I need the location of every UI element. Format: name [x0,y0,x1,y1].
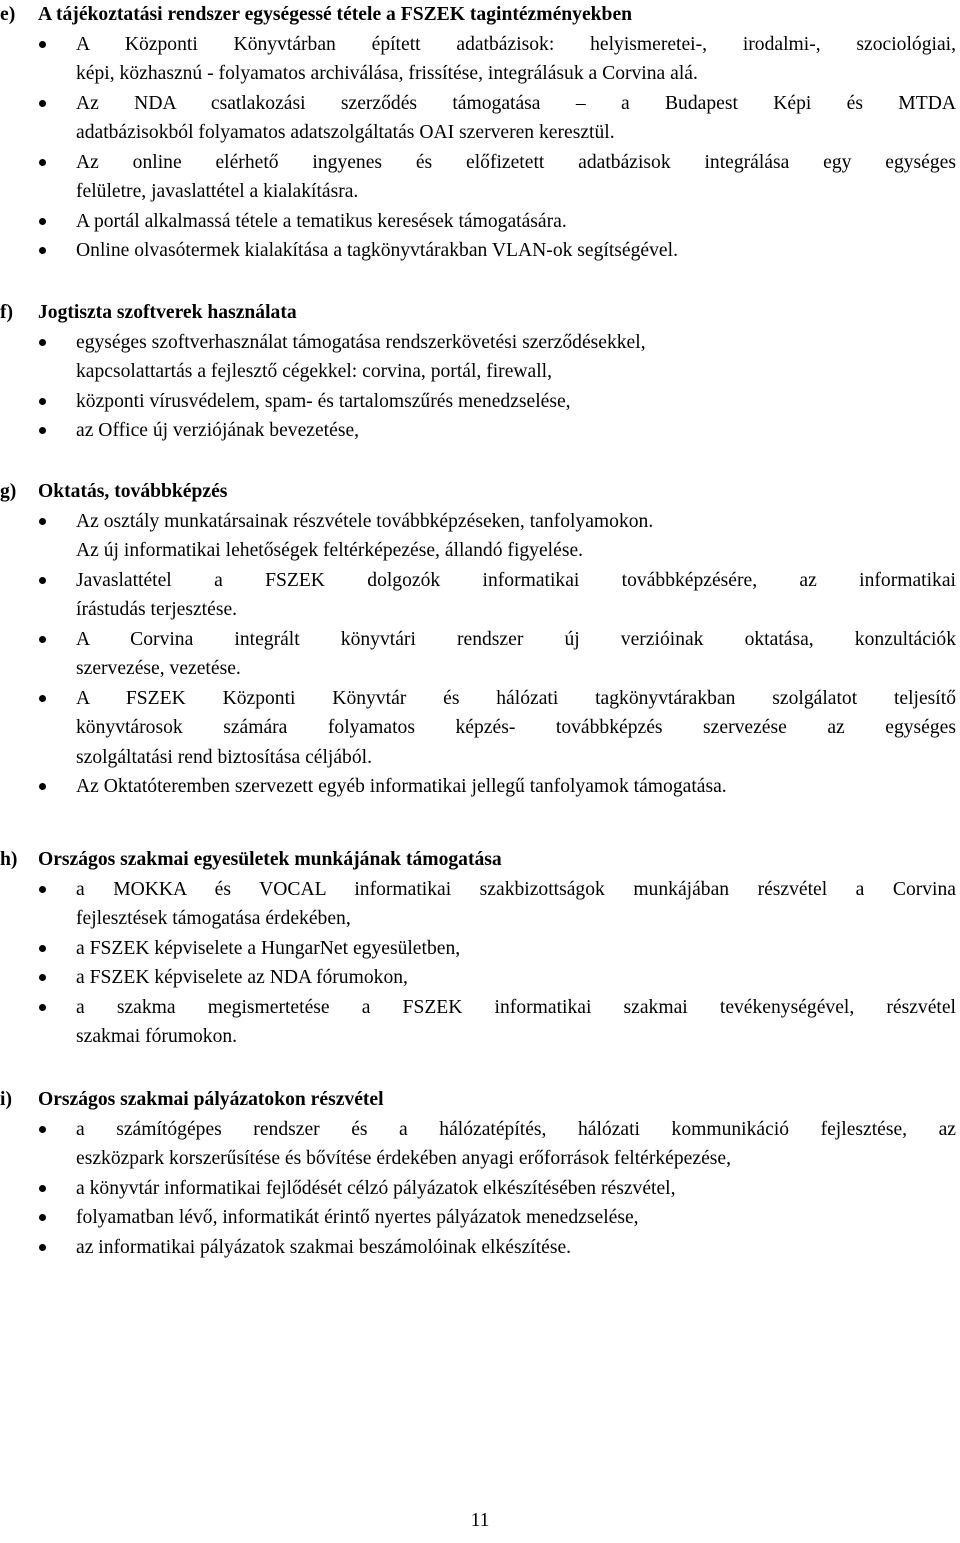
list-item [0,934,956,964]
item-line: fejlesztések támogatása érdekében, [76,908,351,929]
list-item [0,1115,956,1174]
item-line: felületre, javaslattétel a kialakításra. [76,181,359,202]
list-item [0,993,956,1052]
list-item [0,684,956,773]
bullet-icon [39,695,46,702]
item-line: Az osztály munkatársainak részvétele továbbképzéseken, tanfolyamokon. [76,510,654,532]
item-line: Javaslattétel a FSZEK dolgozók informatikai továbbképzésére, az informatikai [76,569,956,591]
section-heading [0,0,960,30]
item-line: adatbázisokból folyamatos adatszolgáltatás OAI szerveren keresztül. [76,122,615,143]
list-item [0,1174,956,1204]
list-item [0,328,956,387]
list-item [0,625,956,684]
item-line: Az Oktatóteremben szervezett egyéb informatikai jellegű tanfolyamok támogatása. [76,776,727,797]
item-line: az informatikai pályázatok szakmai beszámolóinak elkészítése. [76,1236,572,1258]
item-line: eszközpark korszerűsítése és bővítése érdekében anyagi erőforrások feltérképezése, [76,1148,731,1169]
section-title: Oktatás, továbbképzés [38,481,228,502]
section-title: Országos szakmai egyesületek munkájának támogatása [38,849,502,870]
list-item [0,387,956,417]
section-letter: e) [0,4,16,25]
list-item [0,1203,956,1233]
bullet-icon [39,783,46,790]
bullet-icon [39,577,46,584]
item-line: a könyvtár informatikai fejlődését célzó pályázatok elkészítésében részvétel, [76,1177,676,1199]
bullet-icon [39,100,46,107]
bullet-icon [39,218,46,225]
bullet-icon [39,159,46,166]
item-line: Az új informatikai lehetőségek feltérképezése, állandó figyelése. [76,540,584,561]
item-line: szervezése, vezetése. [76,658,241,679]
list-item [0,963,956,993]
bullet-list [0,1115,960,1263]
item-line: A FSZEK Központi Könyvtár és hálózati tagkönyvtárakban szolgálatot teljesítő [76,687,956,709]
item-line: Az online elérhető ingyenes és előfizetett adatbázisok integrálása egy egységes [76,151,956,173]
bullet-list [0,507,960,802]
bullet-icon [39,1185,46,1192]
list-item [0,416,956,446]
section-e [0,0,960,266]
bullet-icon [39,1214,46,1221]
bullet-icon [39,945,46,952]
item-line: a FSZEK képviselete az NDA fórumokon, [76,967,408,988]
item-line: központi vírusvédelem, spam- és tartalomszűrés menedzselése, [76,390,571,412]
bullet-icon [39,974,46,981]
section-letter: g) [0,481,17,502]
section-heading [0,845,960,875]
section-g [0,477,960,802]
bullet-icon [39,1004,46,1011]
bullet-icon [39,518,46,525]
item-line: szolgáltatási rend biztosítása céljából. [76,746,372,768]
item-line: az Office új verziójának bevezetése, [76,420,360,441]
item-line: kapcsolattartás a fejlesztő cégekkel: corvina, portál, firewall, [76,361,553,382]
list-item [0,89,956,148]
item-line: a MOKKA és VOCAL informatikai szakbizottságok munkájában részvétel a Corvina [76,878,956,900]
item-line: a FSZEK képviselete a HungarNet egyesületben, [76,937,461,959]
list-item [0,236,956,266]
bullet-icon [39,1126,46,1133]
section-letter: f) [0,302,14,323]
section-title: Országos szakmai pályázatokon részvétel [38,1089,384,1110]
item-line: írástudás terjesztése. [76,599,238,620]
list-item [0,148,956,207]
item-line: képi, közhasznú - folyamatos archiválása, frissítése, integrálásuk a Corvina alá. [76,63,698,84]
section-h [0,845,960,1052]
section-heading [0,1085,960,1115]
item-line: Online olvasótermek kialakítása a tagkönyvtárakban VLAN-ok segítségével. [76,240,678,261]
bullet-icon [39,398,46,405]
bullet-list [0,328,960,446]
item-line: Az NDA csatlakozási szerződés támogatása – a Budapest Képi és MTDA [76,92,956,114]
section-title: A tájékoztatási rendszer egységessé tétele a FSZEK tagintézményekben [38,4,633,25]
item-line: folyamatban lévő, informatikát érintő nyertes pályázatok menedzselése, [76,1207,639,1228]
item-line: A Corvina integrált könyvtári rendszer új verzióinak oktatása, konzultációk [76,628,956,650]
bullet-icon [39,886,46,893]
bullet-icon [39,339,46,346]
list-item [0,1233,956,1263]
list-item [0,30,956,89]
list-item [0,566,956,625]
bullet-icon [39,427,46,434]
item-line: A portál alkalmassá tétele a tematikus keresések támogatására. [76,210,567,232]
list-item [0,875,956,934]
bullet-icon [39,1244,46,1251]
bullet-icon [39,636,46,643]
section-heading [0,477,960,507]
section-title: Jogtiszta szoftverek használata [38,302,297,323]
section-i [0,1085,960,1262]
page-number: 11 [470,1510,490,1531]
section-letter: h) [0,849,18,870]
bullet-list [0,30,960,266]
bullet-list [0,875,960,1052]
item-line: A Központi Könyvtárban épített adatbázisok: helyismeretei-, irodalmi-, szociológiai, [76,33,956,55]
item-line: a számítógépes rendszer és a hálózatépítés, hálózati kommunikáció fejlesztése, az [76,1118,956,1140]
section-letter: i) [0,1089,12,1110]
bullet-icon [39,247,46,254]
item-line: szakmai fórumokon. [76,1026,238,1047]
item-line: a szakma megismertetése a FSZEK informatikai szakmai tevékenységével, részvétel [76,996,956,1018]
item-line: egységes szoftverhasználat támogatása rendszerkövetési szerződésekkel, [76,331,646,353]
section-f [0,298,960,446]
section-heading [0,298,960,328]
bullet-icon [39,41,46,48]
list-item [0,507,956,566]
item-line: könyvtárosok számára folyamatos képzés- továbbképzés szervezése az egységes [76,717,956,738]
list-item [0,207,956,237]
list-item [0,772,956,802]
